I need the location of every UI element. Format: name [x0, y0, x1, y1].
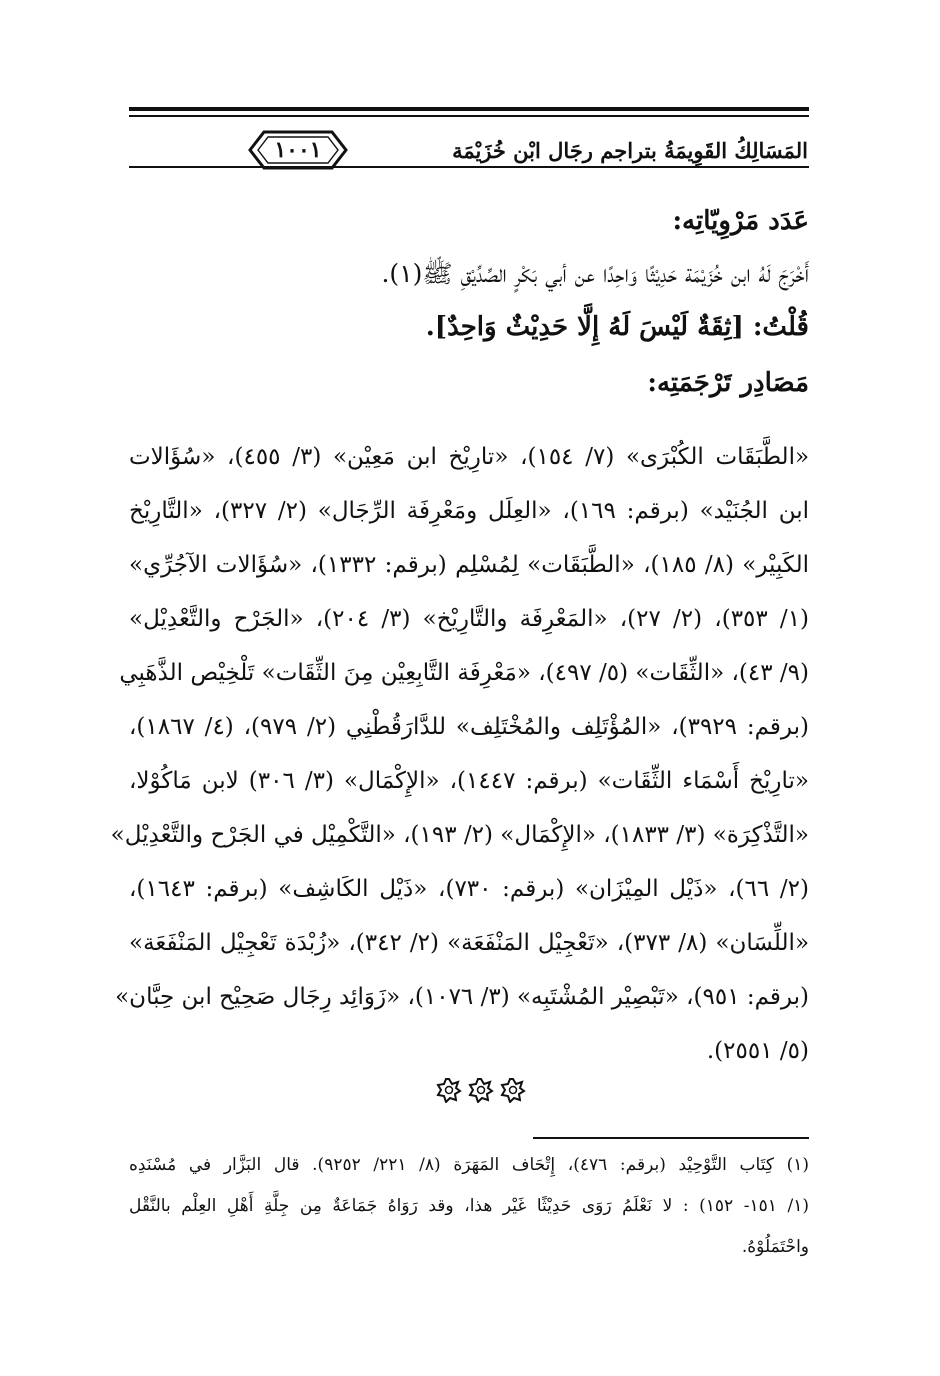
- sources-line: (٥/ ٢٥٥١).: [706, 1038, 809, 1064]
- header-rule-bottom: [129, 166, 809, 168]
- sources-line: «تارِيْخ أَسْمَاء الثِّقَات» (برقم: ١٤٤٧)، «الإِكْمَال» (٣/ ٣٠٦) لابن مَاكُوْلا،: [129, 768, 809, 794]
- sources-line: «التَّذْكِرَة» (٣/ ١٨٣٣)، «الإِكْمَال» (٢/ ١٩٣)، «التَّكْمِيْل في الجَرْح والتَّعْدِيْل»: [110, 822, 809, 848]
- sources-line: «اللِّسَان» (٨/ ٣٧٣)، «تَعْجِيْل المَنْفَعَة» (٢/ ٣٤٢)، «زُبْدَة تَعْجِيْل المَنْفَعَة»: [129, 930, 810, 956]
- author-note: قُلْتُ: [ثِقَةٌ لَيْسَ لَهُ إِلَّا حَدِيْثٌ وَاحِدٌ].: [425, 312, 809, 342]
- footnote-separator: [533, 1137, 809, 1139]
- page-number-badge: [246, 126, 350, 174]
- section-divider-ornament: [436, 1077, 526, 1103]
- star-ornament-icon: [502, 1079, 524, 1102]
- narrations-text: أَخْرَجَ لَهُ ابن خُزَيْمَة حَدِيْثًا وَاحِدًا عن أبي بَكْرٍ الصِّدِّيْقِ ﷺ(١).: [381, 259, 809, 288]
- sources-paragraph: [110, 430, 810, 1078]
- star-ornament-icon: [470, 1079, 492, 1102]
- footnote-line: (١/ ١٥١- ١٥٢) : لا نَعْلَمُ رَوَى حَدِيْثًا غَيْر هذا، وقد رَوَاهُ جَمَاعَةٌ مِن جِلَّةِ أَهْلِ العِلْم بالنَّقْل: [129, 1196, 809, 1216]
- star-ornament-icon: [438, 1079, 460, 1102]
- sources-line: ابن الجُنَيْد» (برقم: ١٦٩)، «العِلَل ومَعْرِفَة الرِّجَال» (٢/ ٣٢٧)، «التَّارِيْخ: [129, 498, 809, 524]
- sources-line: «الطَّبَقَات الكُبْرَى» (٧/ ١٥٤)، «تارِيْخ ابن مَعِيْن» (٣/ ٤٥٥)، «سُؤَالات: [129, 444, 810, 470]
- running-title: المَسَالِكُ القَوِيمَةُ بتراجم رجَال ابْن خُزَيْمَة: [452, 138, 808, 163]
- sources-line: (برقم: ٣٩٢٩)، «المُؤْتَلِف والمُخْتَلِف» للدَّارَقُطْنِي (٢/ ٩٧٩)، (٤/ ١٨٦٧)،: [129, 714, 809, 740]
- sources-line: (١/ ٣٥٣)، (٢/ ٢٧)، «المَعْرِفَة والتَّارِيْخ» (٣/ ٢٠٤)، «الجَرْح والتَّعْدِيْل»: [129, 606, 810, 632]
- page-number: ١٠٠١: [274, 137, 322, 163]
- footnote-line: واحْتَمَلُوْهُ.: [741, 1237, 809, 1257]
- sources-line: (٩/ ٤٣)، «الثِّقَات» (٥/ ٤٩٧)، «مَعْرِفَة التَّابِعِيْن مِنَ الثِّقَات» تَلْخِيْص الذَّهَبِي: [119, 660, 809, 686]
- footnote-line: (١) كِتَاب التَّوْحِيْد (برقم: ٤٧٦)، إِتْحَاف المَهَرَة (٨/ ٢٢١/ ٩٢٥٢). قال البَزَّار في مُسْنَدِه: [129, 1155, 809, 1175]
- sources-line: (برقم: ٩٥١)، «تَبْصِيْر المُشْتَبِه» (٣/ ١٠٧٦)، «زَوَائِد رِجَال صَحِيْح ابن حِبَّان»: [115, 984, 809, 1010]
- sources-line: الكَبِيْر» (٨/ ١٨٥)، «الطَّبَقَات» لِمُسْلِم (برقم: ١٣٣٢)، «سُؤَالات الآجُرِّي»: [129, 552, 809, 578]
- header-rule-thin: [129, 115, 809, 117]
- section-heading-narrations: عَدَد مَرْوِيّاتِه:: [672, 206, 809, 236]
- header-rule-thick: [129, 107, 809, 111]
- section-heading-sources: مَصَادِر تَرْجَمَتِه:: [647, 368, 809, 398]
- sources-line: (٢/ ٦٦)، «ذَيْل المِيْزَان» (برقم: ٧٣٠)، «ذَيْل الكَاشِف» (برقم: ١٦٤٣)،: [129, 876, 809, 902]
